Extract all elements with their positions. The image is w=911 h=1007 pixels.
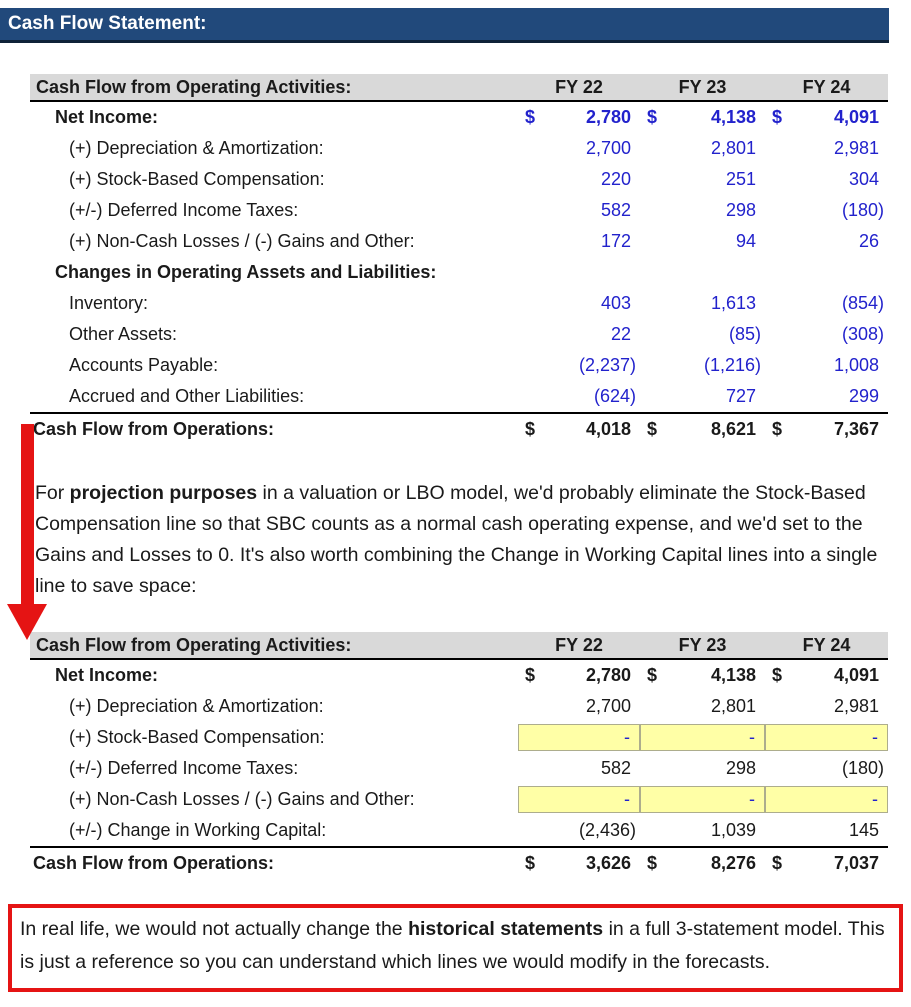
table-row [30, 288, 888, 319]
title-bar [0, 8, 889, 43]
column-header-fy23: FY 23 [678, 634, 727, 655]
cell-fy24: (180) [841, 758, 884, 778]
row-label: Cash Flow from Operations: [33, 853, 275, 873]
cell-fy24: 2,981 [833, 138, 884, 158]
cell-fy24: 26 [858, 231, 884, 251]
cell-fy23: 2,801 [710, 138, 761, 158]
table-row [30, 381, 888, 412]
note-text: in a full 3-statement model. This is just a reference so you can understand which lines we would modify in the forecasts. [20, 918, 885, 973]
cell-fy22: 582 [600, 200, 636, 220]
row-label: Accrued and Other Liabilities: [69, 386, 305, 406]
row-label: Net Income: [55, 107, 159, 127]
row-label: (+/-) Deferred Income Taxes: [69, 200, 299, 220]
red-down-arrow-icon [7, 424, 47, 640]
dollar-sign: $ [647, 665, 658, 685]
table-header-row [30, 632, 888, 660]
cell-fy23: $ 4,138 [647, 665, 761, 685]
arrow-head [7, 604, 47, 640]
input-cell-fy22[interactable]: - [518, 786, 640, 813]
row-label: Accounts Payable: [69, 355, 219, 375]
cell-fy23: (85) [728, 324, 761, 344]
cell-fy22: 2,700 [585, 696, 636, 716]
cell-fy23: 94 [735, 231, 761, 251]
cell-fy24: $ 7,367 [772, 419, 884, 439]
table-row [30, 722, 888, 753]
row-label: (+) Depreciation & Amortization: [69, 696, 324, 716]
page-title: Cash Flow Statement: [8, 13, 207, 34]
row-label: Net Income: [55, 665, 159, 685]
cell-fy22: (624) [593, 386, 636, 406]
column-header-fy22: FY 22 [555, 76, 603, 97]
dollar-sign: $ [647, 853, 658, 873]
cell-fy22: 403 [600, 293, 636, 313]
cell-fy23: 1,613 [710, 293, 761, 313]
cell-fy24: 1,008 [833, 355, 884, 375]
paragraph-text: For [35, 482, 70, 504]
table-row [30, 133, 888, 164]
column-header-fy24: FY 24 [802, 634, 851, 655]
warning-note-box [8, 904, 903, 992]
row-label: (+/-) Deferred Income Taxes: [69, 758, 299, 778]
cell-fy24: (854) [841, 293, 884, 313]
paragraph-text: in a valuation or LBO model, we'd probably eliminate the Stock-Based Compensation line so that SBC counts as a normal cash operating expense, and we'd set to the Gains and Losses to 0. It's also worth combining the Change in Working Capital lines into a single line to save space: [35, 482, 878, 597]
input-cell-fy23[interactable]: - [640, 724, 765, 751]
table-row [30, 350, 888, 381]
table-row [30, 815, 888, 846]
row-label: (+) Non-Cash Losses / (-) Gains and Other: [69, 789, 415, 809]
cash-flow-table-revised [30, 632, 888, 879]
table-row [30, 102, 888, 133]
table-row [30, 691, 888, 722]
row-label: (+) Non-Cash Losses / (-) Gains and Other: [69, 231, 415, 251]
row-label: Other Assets: [69, 324, 178, 344]
table-row [30, 195, 888, 226]
cell-fy24: $ 4,091 [772, 665, 884, 685]
row-label: (+) Stock-Based Compensation: [69, 727, 325, 747]
cell-fy22: $ 4,018 [525, 419, 636, 439]
cell-fy24: (180) [841, 200, 884, 220]
note-bold-text: historical statements [408, 918, 604, 940]
cell-fy22: 172 [600, 231, 636, 251]
input-cell-fy23[interactable]: - [640, 786, 765, 813]
cell-fy24: 2,981 [833, 696, 884, 716]
cell-fy24: 304 [848, 169, 884, 189]
cell-fy23: 727 [725, 386, 761, 406]
cell-fy23: 251 [725, 169, 761, 189]
cell-fy22: 220 [600, 169, 636, 189]
column-header-fy22: FY 22 [555, 634, 603, 655]
arrow-shaft [21, 424, 34, 604]
table-row [30, 660, 888, 691]
cell-fy22: 22 [610, 324, 636, 344]
input-cell-fy24[interactable]: - [765, 724, 888, 751]
cell-fy23: 2,801 [710, 696, 761, 716]
column-header-fy23: FY 23 [678, 76, 727, 97]
total-row [30, 412, 888, 445]
row-label: Cash Flow from Operations: [33, 419, 275, 439]
dollar-sign: $ [647, 107, 658, 127]
input-cell-fy22[interactable]: - [518, 724, 640, 751]
dollar-sign: $ [772, 665, 783, 685]
dollar-sign: $ [647, 419, 658, 439]
cell-fy22: (2,237) [578, 355, 636, 375]
section-title: Cash Flow from Operating Activities: [36, 76, 352, 97]
dollar-sign: $ [525, 853, 536, 873]
table-row [30, 164, 888, 195]
cell-fy23: $ 8,276 [647, 853, 761, 873]
cell-fy24: $ 4,091 [772, 107, 884, 127]
row-label: (+) Depreciation & Amortization: [69, 138, 324, 158]
table-row [30, 257, 888, 288]
cell-fy24: 299 [848, 386, 884, 406]
cell-fy23: (1,216) [703, 355, 761, 375]
cell-fy23: 1,039 [710, 820, 761, 840]
cell-fy22: 582 [600, 758, 636, 778]
cell-fy22: (2,436) [578, 820, 636, 840]
table-row [30, 319, 888, 350]
cell-fy24: $ 7,037 [772, 853, 884, 873]
cell-fy23: 298 [725, 200, 761, 220]
cell-fy22: $ 2,780 [525, 665, 636, 685]
section-title: Cash Flow from Operating Activities: [36, 634, 352, 655]
cell-fy23 [640, 257, 765, 288]
cell-fy23: $ 8,621 [647, 419, 761, 439]
dollar-sign: $ [772, 853, 783, 873]
note-text: In real life, we would not actually change the [20, 918, 409, 940]
dollar-sign: $ [772, 419, 783, 439]
commentary-paragraph [35, 478, 905, 602]
cell-fy22 [518, 257, 640, 288]
dollar-sign: $ [772, 107, 783, 127]
cell-fy22: $ 2,780 [525, 107, 636, 127]
column-header-fy24: FY 24 [802, 76, 851, 97]
cell-fy24: 145 [848, 820, 884, 840]
dollar-sign: $ [525, 419, 536, 439]
input-cell-fy24[interactable]: - [765, 786, 888, 813]
row-label: Changes in Operating Assets and Liabilities: [55, 262, 437, 282]
total-row [30, 846, 888, 879]
cell-fy22: $ 3,626 [525, 853, 636, 873]
cell-fy24: (308) [841, 324, 884, 344]
cell-fy23: $ 4,138 [647, 107, 761, 127]
cell-fy22: 2,700 [585, 138, 636, 158]
table-row [30, 753, 888, 784]
paragraph-bold-text: projection purposes [69, 482, 258, 504]
row-label: Inventory: [69, 293, 149, 313]
dollar-sign: $ [525, 107, 536, 127]
cash-flow-table-original [30, 74, 888, 445]
dollar-sign: $ [525, 665, 536, 685]
table-header-row [30, 74, 888, 102]
row-label: (+/-) Change in Working Capital: [69, 820, 327, 840]
table-row [30, 226, 888, 257]
row-label: (+) Stock-Based Compensation: [69, 169, 325, 189]
cell-fy23: 298 [725, 758, 761, 778]
cell-fy24 [765, 257, 888, 288]
table-row [30, 784, 888, 815]
